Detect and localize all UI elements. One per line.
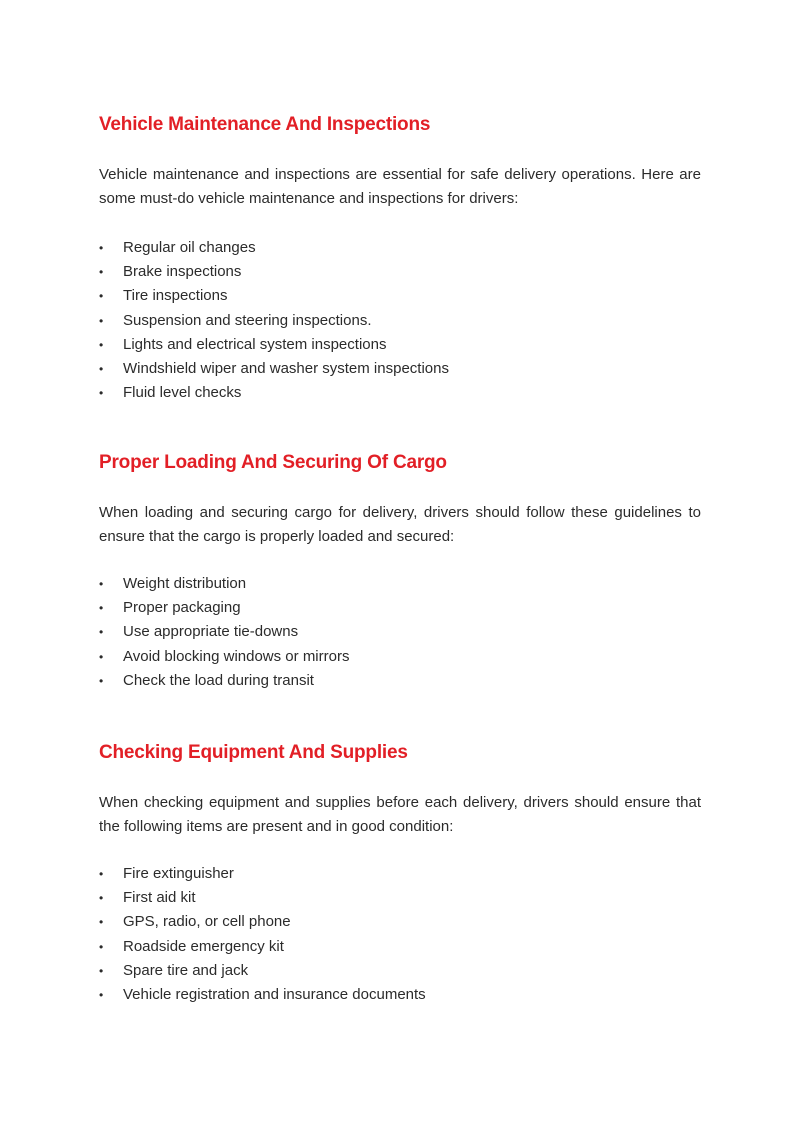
list-item bbox=[99, 572, 701, 596]
section-intro: When loading and securing cargo for delivery, drivers should follow these guidelines to ensure that the cargo is properly loaded and secured: bbox=[99, 504, 701, 545]
bullet-icon: • bbox=[99, 601, 104, 616]
list-item-text: Weight distribution bbox=[123, 575, 247, 592]
bullet-icon: • bbox=[99, 313, 104, 328]
bullet-icon: • bbox=[99, 337, 104, 352]
bullet-icon: • bbox=[99, 649, 104, 664]
section-heading: Proper Loading And Securing Of Cargo bbox=[99, 452, 447, 473]
bullet-icon: • bbox=[99, 362, 104, 377]
bullet-icon: • bbox=[99, 939, 104, 954]
list-item bbox=[99, 333, 701, 357]
list-item-text: Proper packaging bbox=[123, 599, 241, 617]
list-item-text: First aid kit bbox=[123, 889, 196, 907]
bullet-list bbox=[99, 862, 701, 1007]
section-heading: Checking Equipment And Supplies bbox=[99, 742, 408, 763]
bullet-icon: • bbox=[99, 265, 104, 280]
bullet-icon: • bbox=[99, 625, 104, 640]
list-item bbox=[99, 284, 701, 308]
list-item-text: Use appropriate tie-downs bbox=[123, 623, 299, 641]
list-item bbox=[99, 862, 701, 886]
list-item-text: Avoid blocking windows or mirrors bbox=[123, 647, 350, 665]
list-item-text: Regular oil changes bbox=[123, 239, 256, 256]
list-item bbox=[99, 260, 701, 284]
list-item-text: Suspension and steering inspections. bbox=[123, 311, 372, 329]
list-item-text: Vehicle registration and insurance documents bbox=[123, 986, 426, 1004]
list-item-text: Windshield wiper and washer system inspections bbox=[123, 360, 449, 378]
section-intro: When checking equipment and supplies before each delivery, drivers should ensure that the following items are present and in good condition: bbox=[99, 794, 701, 835]
section-vehicle-maintenance bbox=[99, 113, 701, 405]
list-item bbox=[99, 620, 701, 644]
list-item-text: Fluid level checks bbox=[123, 384, 242, 402]
bullet-icon: • bbox=[99, 963, 104, 978]
list-item-text: GPS, radio, or cell phone bbox=[123, 913, 291, 931]
bullet-list bbox=[99, 236, 701, 405]
bullet-list bbox=[99, 572, 701, 693]
list-item bbox=[99, 886, 701, 910]
list-item bbox=[99, 236, 701, 260]
section-intro: Vehicle maintenance and inspections are essential for safe delivery operations. Here are some must-do vehicle maintenance and inspections for drivers: bbox=[99, 166, 701, 207]
list-item bbox=[99, 596, 701, 620]
bullet-icon: • bbox=[99, 386, 104, 401]
section-loading-cargo bbox=[99, 451, 701, 693]
list-item-text: Lights and electrical system inspections bbox=[123, 335, 387, 353]
list-item bbox=[99, 381, 701, 405]
list-item-text: Tire inspections bbox=[123, 287, 228, 305]
bullet-icon: • bbox=[99, 241, 104, 255]
bullet-icon: • bbox=[99, 915, 104, 930]
bullet-icon: • bbox=[99, 289, 104, 304]
bullet-icon: • bbox=[99, 867, 104, 881]
bullet-icon: • bbox=[99, 891, 104, 906]
section-heading: Vehicle Maintenance And Inspections bbox=[99, 114, 431, 135]
bullet-icon: • bbox=[99, 577, 104, 591]
list-item-text: Brake inspections bbox=[123, 263, 242, 281]
bullet-icon: • bbox=[99, 988, 104, 1003]
list-item bbox=[99, 910, 701, 934]
bullet-icon: • bbox=[99, 673, 104, 688]
list-item-text: Roadside emergency kit bbox=[123, 937, 284, 955]
list-item-text: Fire extinguisher bbox=[123, 865, 234, 882]
list-item bbox=[99, 935, 701, 959]
list-item bbox=[99, 983, 701, 1007]
list-item-text: Check the load during transit bbox=[123, 671, 314, 689]
list-item bbox=[99, 309, 701, 333]
list-item bbox=[99, 357, 701, 381]
section-equipment-supplies bbox=[99, 741, 701, 1007]
list-item-text: Spare tire and jack bbox=[123, 961, 249, 979]
list-item bbox=[99, 669, 701, 693]
list-item bbox=[99, 959, 701, 983]
list-item bbox=[99, 645, 701, 669]
